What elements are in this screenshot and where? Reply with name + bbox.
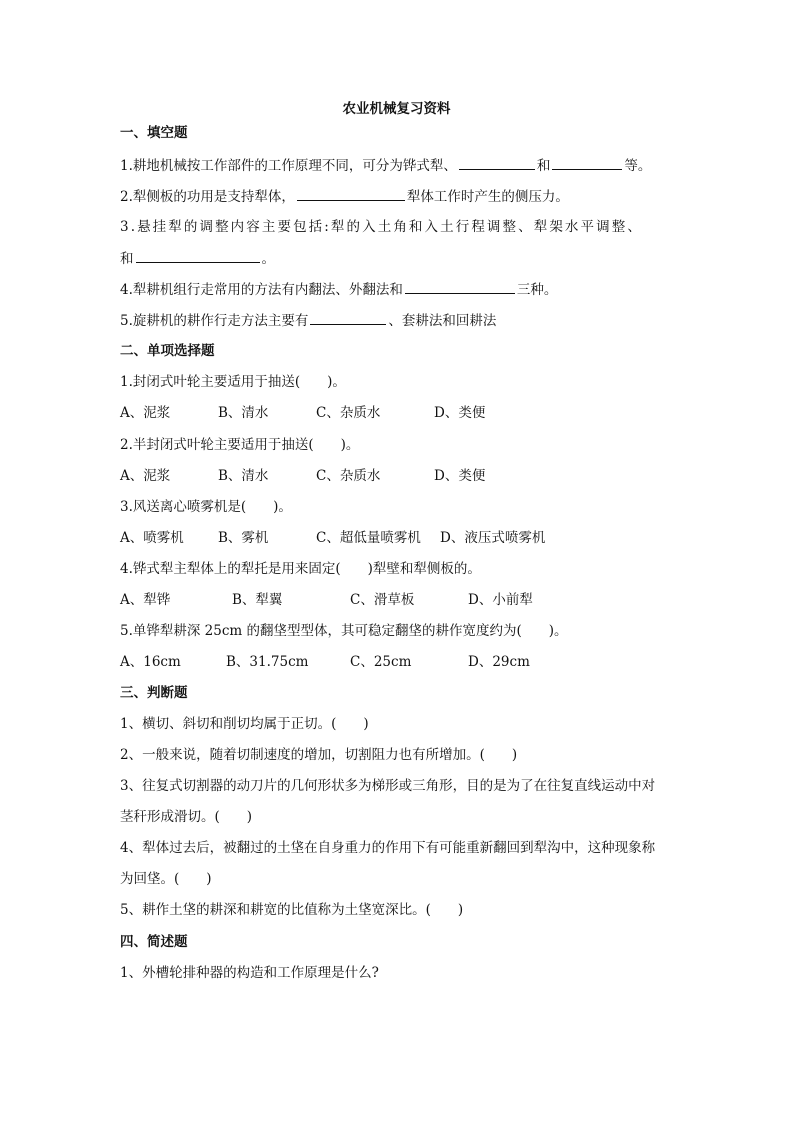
judge-question-5: 5、耕作土垡的耕深和耕宽的比值称为土垡宽深比。( )	[120, 902, 464, 918]
answer-blank[interactable]	[297, 187, 405, 201]
judge-question-3-line2: 茎秆形成滑切。( )	[120, 809, 253, 825]
fill-question-1: 1.耕地机械按工作部件的工作原理不同，可分为铧式犁、 和 等。	[120, 158, 652, 174]
option-c[interactable]: C、超低量喷雾机	[316, 530, 421, 546]
fill-question-3-line2: 和 。	[120, 251, 275, 267]
short-question-1: 1、外槽轮排种器的构造和工作原理是什么?	[120, 965, 379, 981]
choice-question-2: 2.半封闭式叶轮主要适用于抽送( )。	[120, 437, 360, 453]
option-a[interactable]: A、泥浆	[120, 468, 171, 484]
judge-question-4-line2: 为回垡。( )	[120, 871, 212, 887]
judge-question-1: 1、横切、斜切和削切均属于正切。( )	[120, 716, 369, 732]
answer-blank[interactable]	[136, 249, 260, 263]
section-heading-choice: 二、单项选择题	[120, 343, 215, 359]
option-a[interactable]: A、泥浆	[120, 405, 171, 421]
option-b[interactable]: B、31.75cm	[226, 654, 309, 670]
answer-blank[interactable]	[310, 311, 386, 325]
option-b[interactable]: B、清水	[218, 405, 269, 421]
option-d[interactable]: D、29cm	[468, 654, 530, 670]
option-d[interactable]: D、小前犁	[468, 592, 533, 608]
choice-question-5: 5.单铧犁耕深 25cm 的翻垡型型体，其可稳定翻垡的耕作宽度约为( )。	[120, 623, 568, 639]
option-b[interactable]: B、清水	[218, 468, 269, 484]
section-heading-judge: 三、判断题	[120, 685, 188, 701]
section-heading-fill: 一、填空题	[120, 125, 188, 141]
fill-question-4: 4.犁耕机组行走常用的方法有内翻法、外翻法和 三种。	[120, 282, 558, 298]
answer-blank[interactable]	[459, 156, 535, 170]
option-b[interactable]: B、雾机	[218, 530, 269, 546]
option-a[interactable]: A、喷雾机	[120, 530, 184, 546]
option-d[interactable]: D、液压式喷雾机	[440, 530, 546, 546]
option-c[interactable]: C、25cm	[350, 654, 412, 670]
answer-blank[interactable]	[405, 280, 515, 294]
option-a[interactable]: A、16cm	[120, 654, 181, 670]
judge-question-4-line1: 4、犁体过去后，被翻过的土垡在自身重力的作用下有可能重新翻回到犁沟中，这种现象称	[120, 840, 656, 856]
option-d[interactable]: D、类便	[434, 468, 486, 484]
answer-blank[interactable]	[552, 156, 622, 170]
choice-question-4: 4.铧式犁主犁体上的犁托是用来固定( )犁壁和犁侧板的。	[120, 561, 481, 577]
choice-question-3: 3.风送离心喷雾机是( )。	[120, 499, 292, 515]
option-a[interactable]: A、犁铧	[120, 592, 171, 608]
option-c[interactable]: C、滑草板	[350, 592, 415, 608]
page-title: 农业机械复习资料	[342, 101, 451, 117]
option-b[interactable]: B、犁翼	[232, 592, 283, 608]
fill-question-3-line1: 3.悬挂犁的调整内容主要包括:犁的入土角和入土行程调整、犁架水平调整、	[120, 219, 643, 235]
choice-question-1: 1.封闭式叶轮主要适用于抽送( )。	[120, 374, 346, 390]
fill-question-5: 5.旋耕机的耕作行走方法主要有 、套耕法和回耕法	[120, 313, 497, 329]
option-c[interactable]: C、杂质水	[316, 405, 381, 421]
judge-question-2: 2、一般来说，随着切制速度的增加，切割阻力也有所增加。( )	[120, 747, 518, 763]
option-c[interactable]: C、杂质水	[316, 468, 381, 484]
section-heading-short: 四、简述题	[120, 934, 188, 950]
fill-question-2: 2.犁侧板的功用是支持犁体， 犁体工作时产生的侧压力。	[120, 189, 569, 205]
judge-question-3-line1: 3、往复式切割器的动刀片的几何形状多为梯形或三角形，目的是为了在往复直线运动中对	[120, 778, 656, 794]
option-d[interactable]: D、类便	[434, 405, 486, 421]
